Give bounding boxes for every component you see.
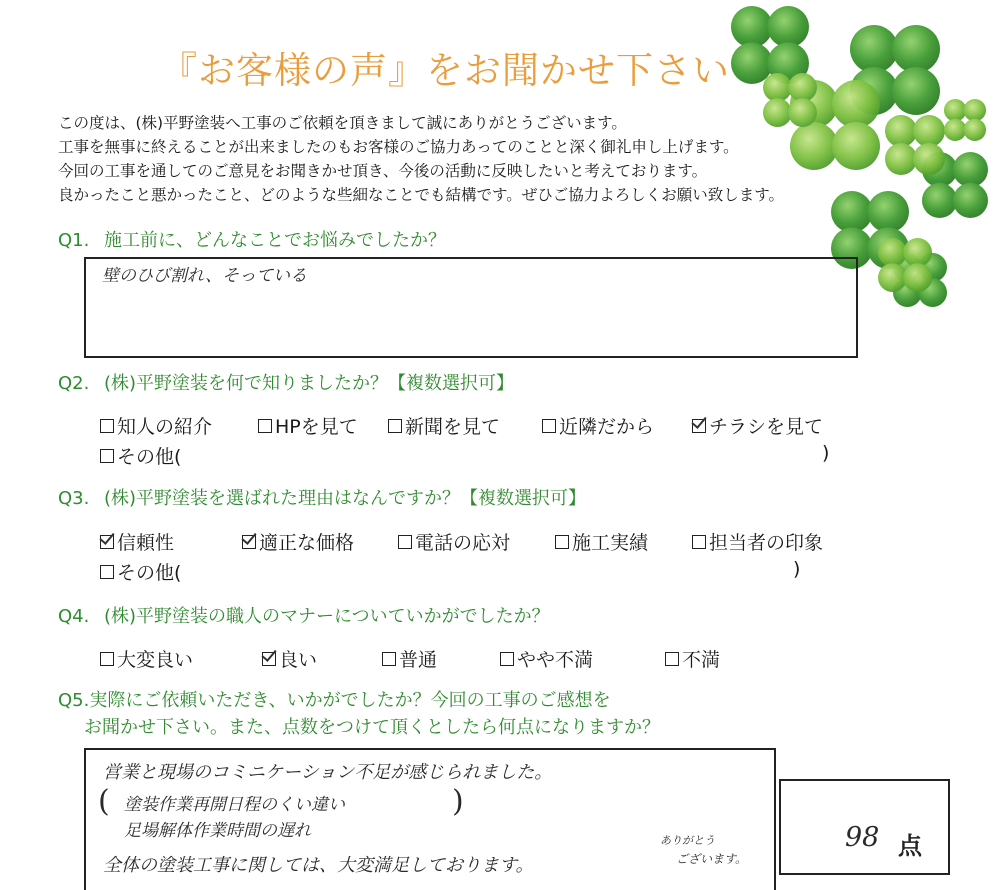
option-label: チラシを見て xyxy=(709,416,824,438)
option-label: 適正な価格 xyxy=(259,532,355,554)
checkbox-icon[interactable] xyxy=(398,535,412,549)
q3-option[interactable] xyxy=(555,528,648,555)
checkbox-checked-icon[interactable] xyxy=(262,652,276,666)
option-label: 担当者の印象 xyxy=(709,532,824,554)
q4-option[interactable] xyxy=(262,645,317,672)
option-label: 知人の紹介 xyxy=(117,416,213,438)
intro-line: この度は、(株)平野塗装へ工事のご依頼を頂きまして誠にありがとうございます。 xyxy=(58,114,627,132)
checkbox-icon[interactable] xyxy=(100,652,114,666)
q2-number: Q2. xyxy=(58,373,90,394)
q3-option[interactable] xyxy=(100,528,174,555)
q3-tag: 【複数選択可】 xyxy=(460,488,587,509)
score-unit: 点 xyxy=(898,832,922,860)
q2-option[interactable] xyxy=(692,412,823,439)
q2-option[interactable] xyxy=(100,412,212,439)
q4-option[interactable] xyxy=(100,645,193,672)
option-label: 普通 xyxy=(399,649,438,671)
q5-answer-line: 営業と現場のコミニケーション不足が感じられました。 xyxy=(103,762,553,783)
q1-number: Q1. xyxy=(58,230,90,251)
q5-answer-line: 足場解体作業時間の遅れ xyxy=(124,821,311,841)
q2-question xyxy=(58,369,514,395)
checkbox-icon[interactable] xyxy=(555,535,569,549)
q1-answer: 壁のひび割れ、そっている xyxy=(102,266,308,286)
checkbox-icon[interactable] xyxy=(100,419,114,433)
checkbox-icon[interactable] xyxy=(665,652,679,666)
q5-question-line2: お聞かせ下さい。また、点数をつけて頂くとしたら何点になりますか？ xyxy=(84,717,660,738)
score-value: 98 xyxy=(845,822,880,853)
checkbox-checked-icon[interactable] xyxy=(242,535,256,549)
q1-text: 施工前に、どんなことでお悩みでしたか？ xyxy=(104,230,446,251)
q2-option[interactable] xyxy=(258,412,358,439)
intro-text xyxy=(58,111,784,207)
option-label: 新聞を見て xyxy=(405,416,501,438)
paren-close: ) xyxy=(452,784,464,819)
checkbox-checked-icon[interactable] xyxy=(692,419,706,433)
checkbox-checked-icon[interactable] xyxy=(100,535,114,549)
q5-answer-line: 全体の塗装工事に関しては、大変満足しております。 xyxy=(103,855,534,876)
checkbox-icon[interactable] xyxy=(100,449,114,463)
q3-question xyxy=(58,484,586,510)
intro-line: 今回の工事を通してのご意見をお聞きかせ頂き、今後の活動に反映したいと考えております。 xyxy=(58,162,708,180)
q4-question xyxy=(58,602,550,628)
q2-option[interactable] xyxy=(542,412,654,439)
q3-option[interactable] xyxy=(242,528,354,555)
paren-open: ( xyxy=(98,784,110,819)
q1-question xyxy=(58,226,446,252)
q4-text: (株)平野塗装の職人のマナーについていかがでしたか？ xyxy=(104,606,550,627)
checkbox-icon[interactable] xyxy=(500,652,514,666)
q4-option[interactable] xyxy=(500,645,593,672)
q3-other[interactable] xyxy=(100,558,181,585)
q4-number: Q4. xyxy=(58,606,90,627)
checkbox-icon[interactable] xyxy=(692,535,706,549)
q5-question xyxy=(58,686,611,712)
page-title: 『お客様の声』をお聞かせ下さい xyxy=(160,49,730,92)
option-label: やや不満 xyxy=(517,649,594,671)
thanks-line: ありがとう xyxy=(660,834,715,847)
checkbox-icon[interactable] xyxy=(258,419,272,433)
option-label: その他( xyxy=(117,446,182,468)
q3-other-close: ) xyxy=(793,558,801,580)
q4-option[interactable] xyxy=(382,645,437,672)
option-label: 電話の応対 xyxy=(415,532,511,554)
q5-number: Q5. xyxy=(58,690,90,711)
intro-line: 工事を無事に終えることが出来ましたのもお客様のご協力あってのことと深く御礼申し上げます。 xyxy=(58,138,739,156)
option-label: 信頼性 xyxy=(117,532,175,554)
q2-text: (株)平野塗装を何で知りましたか？ xyxy=(104,373,389,394)
q5-line1: 実際にご依頼いただき、いかがでしたか？今回の工事のご感想を xyxy=(89,690,611,711)
q3-text: (株)平野塗装を選ばれた理由はなんですか？ xyxy=(104,488,461,509)
option-label: 近隣だから xyxy=(559,416,655,438)
option-label: HPを見て xyxy=(275,416,358,438)
option-label: その他( xyxy=(117,562,182,584)
checkbox-icon[interactable] xyxy=(542,419,556,433)
thanks-line: ございます。 xyxy=(676,852,748,866)
q4-option[interactable] xyxy=(665,645,720,672)
option-label: 不満 xyxy=(682,649,721,671)
checkbox-icon[interactable] xyxy=(100,565,114,579)
option-label: 良い xyxy=(279,649,318,671)
intro-line: 良かったこと悪かったこと、どのような些細なことでも結構です。ぜひご協力よろしくお願い致します。 xyxy=(58,186,785,204)
q2-tag: 【複数選択可】 xyxy=(388,373,515,394)
q3-option[interactable] xyxy=(692,528,823,555)
q2-option[interactable] xyxy=(388,412,500,439)
checkbox-icon[interactable] xyxy=(388,419,402,433)
q5-answer-line: 塗装作業再開日程のくい違い xyxy=(124,795,345,815)
q2-other[interactable] xyxy=(100,442,181,469)
option-label: 施工実績 xyxy=(572,532,649,554)
checkbox-icon[interactable] xyxy=(382,652,396,666)
option-label: 大変良い xyxy=(117,649,194,671)
q3-number: Q3. xyxy=(58,488,90,509)
q3-option[interactable] xyxy=(398,528,510,555)
q2-other-close: ) xyxy=(822,442,830,464)
